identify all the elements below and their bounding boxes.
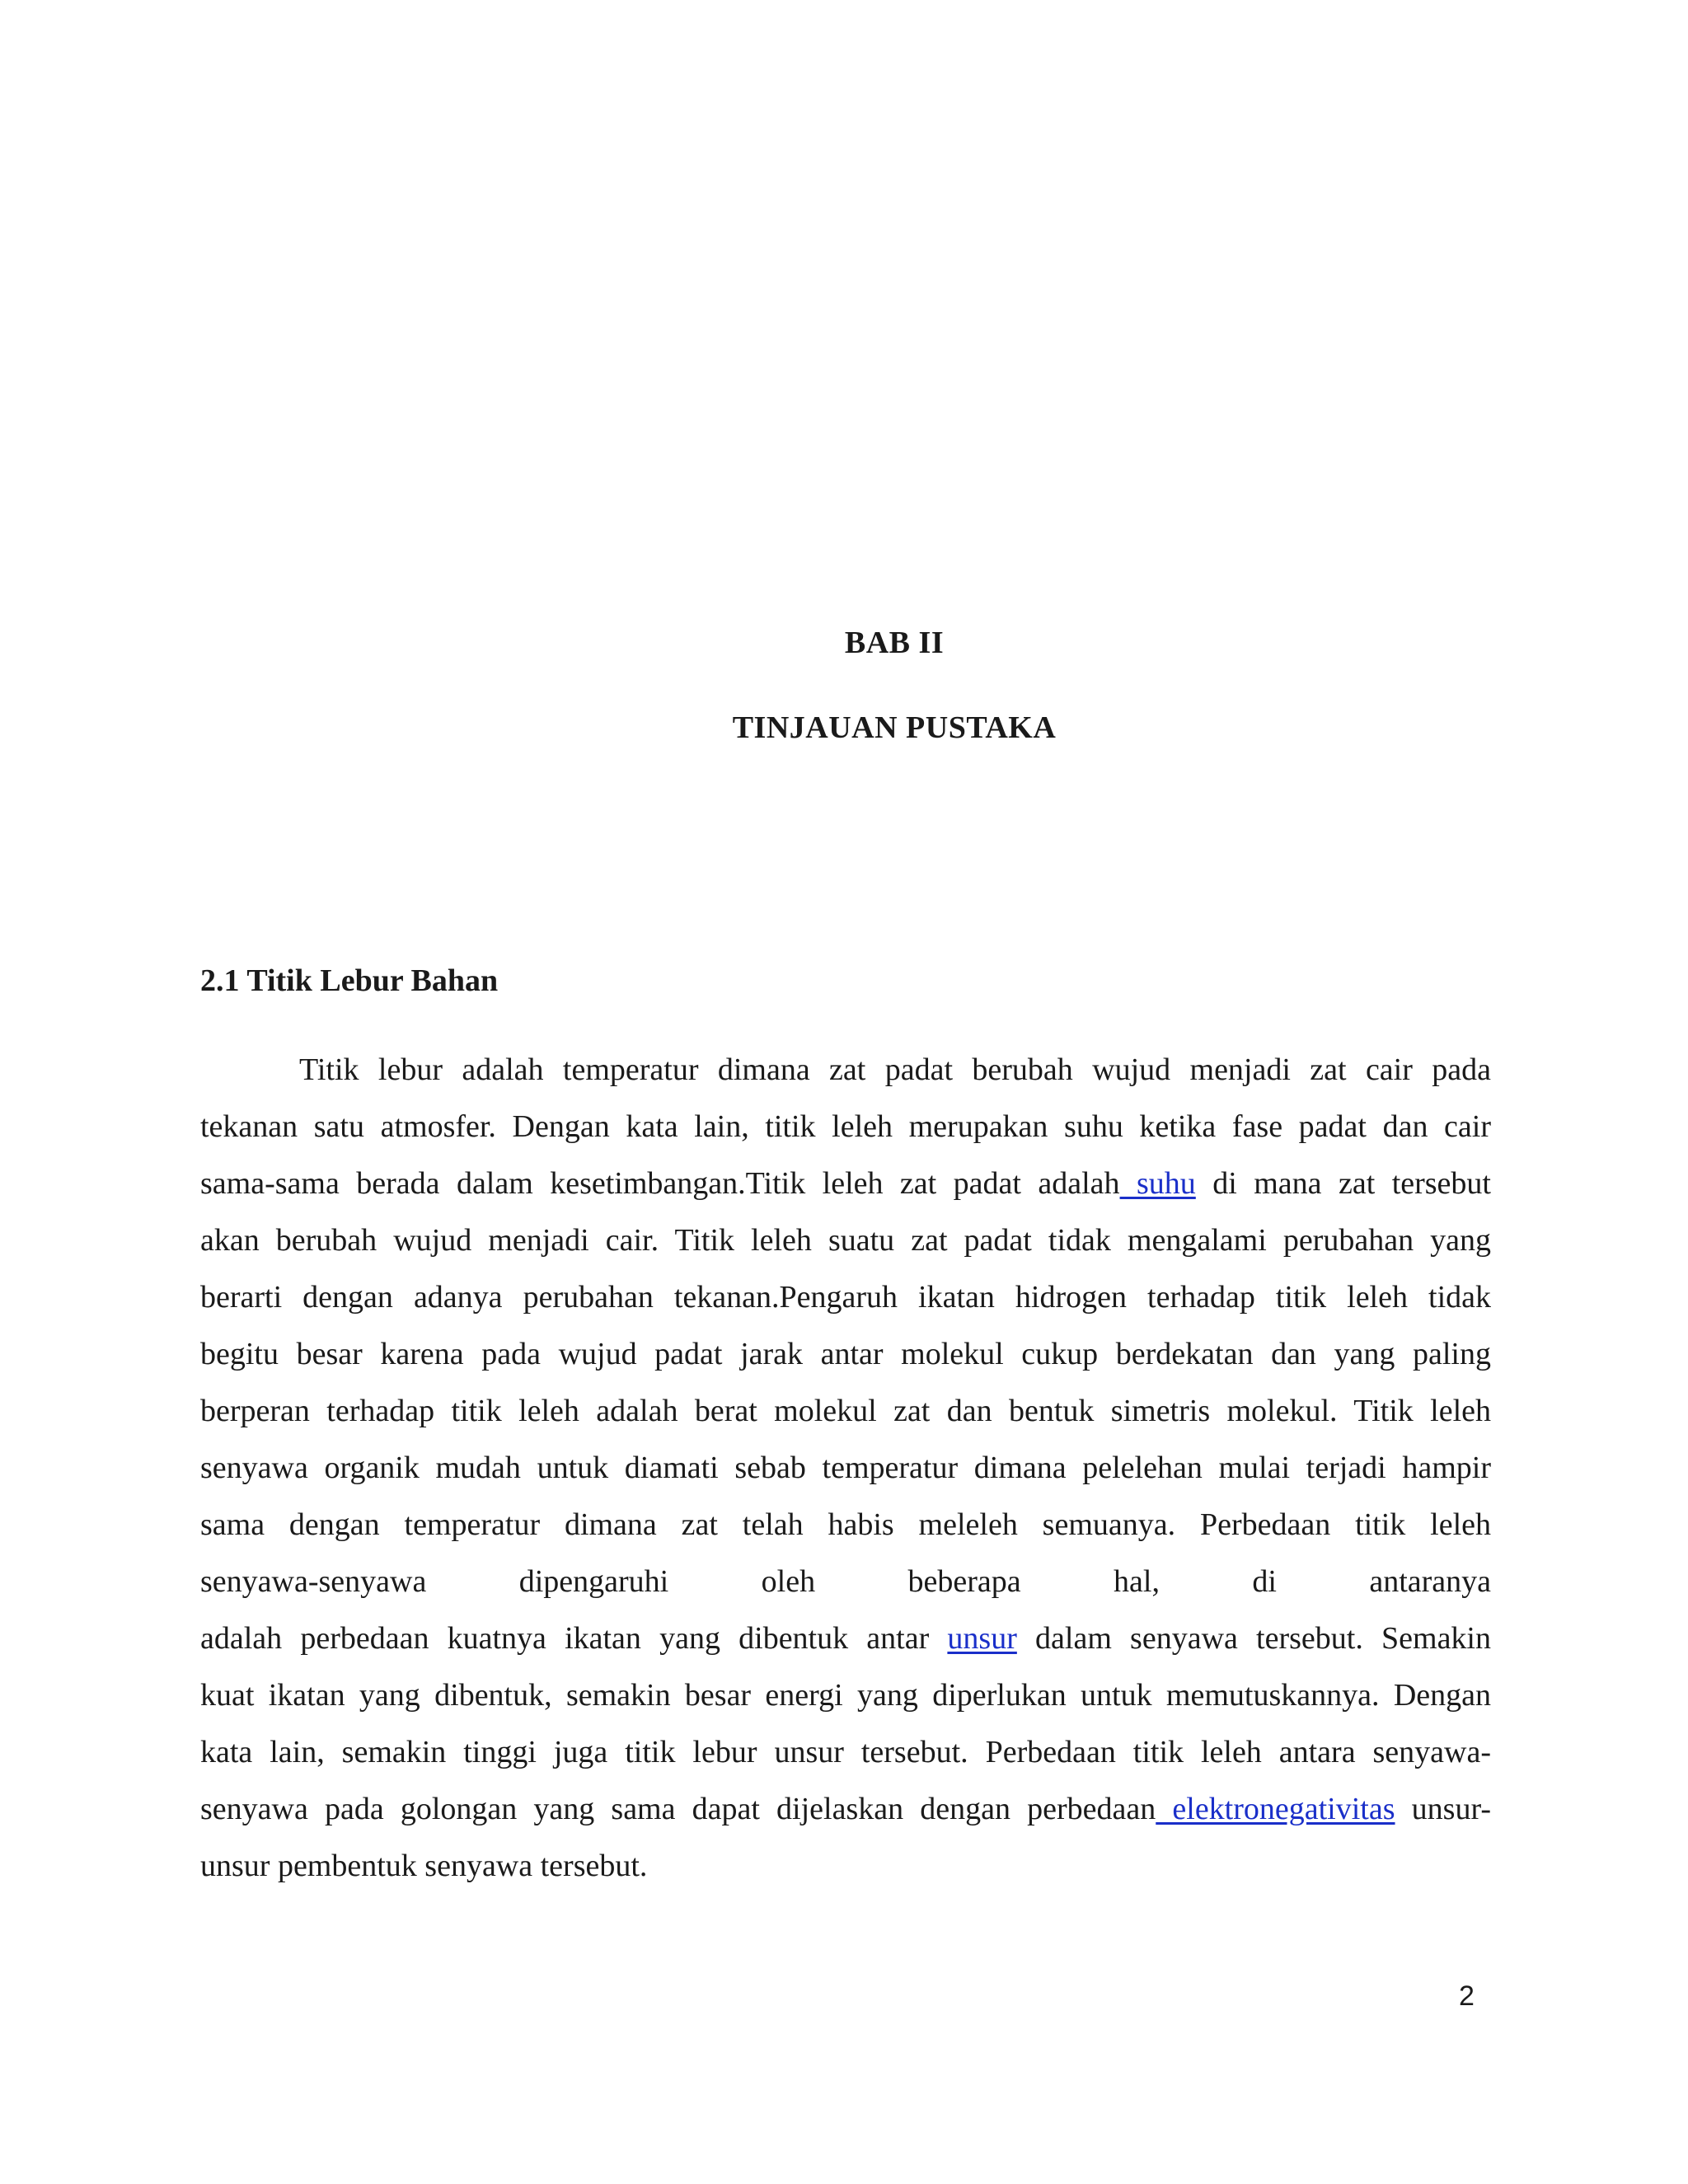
paragraph-line [200,1099,1491,1155]
paragraph-text: tekanan satu atmosfer. Dengan kata lain, titik leleh merupakan suhu ketika fase padat dan cair [200,1109,1491,1144]
paragraph-line [200,1497,1491,1554]
hyperlink-suhu[interactable]: suhu [1119,1166,1196,1201]
hyperlink-unsur[interactable]: unsur [947,1621,1017,1656]
paragraph-text: sama dengan temperatur dimana zat telah habis meleleh semuanya. Perbedaan titik leleh [200,1507,1491,1542]
page-number: 2 [1459,1980,1475,2012]
paragraph-text: akan berubah wujud menjadi cair. Titik leleh suatu zat padat tidak mengalami perubahan yang [200,1223,1491,1258]
paragraph-text: dalam senyawa tersebut. Semakin [1016,1621,1491,1656]
paragraph-line [200,1155,1491,1212]
paragraph-line [200,1781,1491,1838]
paragraph-line [200,1269,1491,1326]
paragraph-line [200,1212,1491,1269]
chapter-number: BAB II [844,626,945,660]
paragraph-text: di mana zat tersebut [1195,1166,1491,1201]
paragraph-text: begitu besar karena pada wujud padat jarak antar molekul cukup berdekatan dan yang paling [200,1337,1491,1371]
paragraph-line [200,1610,1491,1667]
paragraph-line [200,1326,1491,1383]
paragraph-line [200,1667,1491,1724]
paragraph-text: kuat ikatan yang dibentuk, semakin besar energi yang diperlukan untuk memutuskannya. Dengan [200,1678,1491,1713]
section-heading: 2.1 Titik Lebur Bahan [200,963,499,998]
paragraph-text: unsur- [1395,1792,1491,1826]
chapter-title: TINJAUAN PUSTAKA [732,710,1057,745]
paragraph-line [200,1554,1491,1610]
paragraph-text: unsur pembentuk senyawa tersebut. [200,1849,648,1883]
paragraph-text: senyawa organik mudah untuk diamati sebab temperatur dimana pelelehan mulai terjadi hampir [200,1451,1491,1485]
hyperlink-elektronegativitas[interactable]: elektronegativitas [1156,1792,1395,1826]
paragraph-text: Titik lebur adalah temperatur dimana zat padat berubah wujud menjadi zat cair pada [299,1052,1491,1087]
paragraph-line [200,1383,1491,1440]
paragraph-text: adalah perbedaan kuatnya ikatan yang dibentuk antar [200,1621,948,1656]
paragraph-line [200,1724,1491,1781]
paragraph-line [200,1042,1491,1099]
paragraph-text: berperan terhadap titik leleh adalah berat molekul zat dan bentuk simetris molekul. Titik leleh [200,1394,1491,1428]
paragraph-text: senyawa-senyawa dipengaruhi oleh beberapa hal, di antaranya [200,1564,1491,1599]
body-paragraph [200,1042,1491,1895]
paragraph-text: berarti dengan adanya perubahan tekanan.Pengaruh ikatan hidrogen terhadap titik leleh tidak [200,1280,1491,1315]
paragraph-line [200,1838,1491,1895]
paragraph-text: sama-sama berada dalam kesetimbangan.Titik leleh zat padat adalah [200,1166,1120,1201]
paragraph-line [200,1440,1491,1497]
paragraph-text: kata lain, semakin tinggi juga titik lebur unsur tersebut. Perbedaan titik leleh antara senyawa- [200,1735,1491,1769]
paragraph-text: senyawa pada golongan yang sama dapat dijelaskan dengan perbedaan [200,1792,1156,1826]
